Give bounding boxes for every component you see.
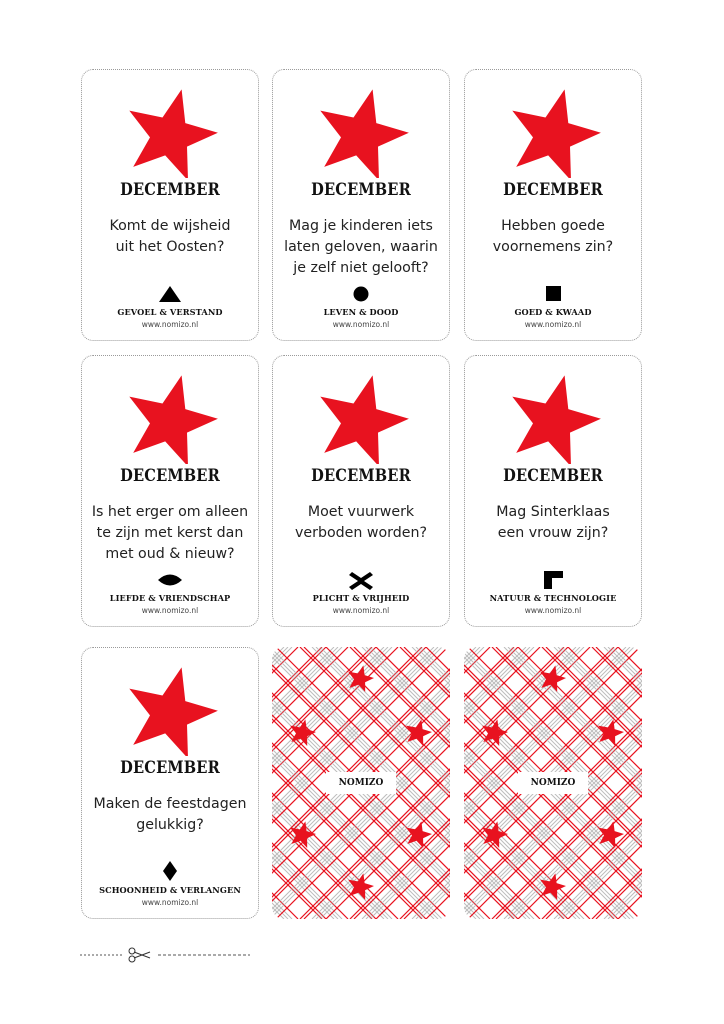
question-card-4	[81, 355, 259, 627]
question-line: Mag je kinderen iets	[289, 218, 433, 234]
card-month-title: DECEMBER	[311, 466, 411, 486]
brand-label: NOMIZO	[518, 772, 588, 794]
card-question	[90, 216, 250, 258]
question-line: Is het erger om alleen	[91, 504, 249, 520]
question-card-5	[272, 355, 450, 627]
card-url: www.nomizo.nl	[332, 606, 390, 615]
card-url: www.nomizo.nl	[141, 606, 199, 615]
card-category: LIEFDE & VRIENDSCHAP	[109, 593, 231, 603]
question-line: een vrouw zijn?	[497, 525, 609, 541]
card-category: SCHOONHEID & VERLANGEN	[99, 885, 241, 895]
question-card-6	[464, 355, 642, 627]
red-star-icon	[313, 372, 409, 464]
card-month-title: DECEMBER	[311, 180, 411, 200]
question-card-1	[81, 69, 259, 341]
question-line: je zelf niet gelooft?	[293, 260, 429, 276]
diamond-icon	[156, 860, 184, 882]
card-question	[90, 794, 250, 836]
question-line: uit het Oosten?	[115, 239, 225, 255]
scissors-icon	[129, 948, 150, 962]
circle-icon	[347, 282, 375, 304]
question-card-2	[272, 69, 450, 341]
card-question	[90, 502, 250, 565]
red-star-icon	[505, 86, 601, 178]
red-star-icon	[598, 719, 624, 746]
card-question	[281, 502, 441, 544]
card-back-1	[272, 647, 450, 919]
question-line: verboden worden?	[294, 525, 427, 541]
question-line: te zijn met kerst dan	[96, 525, 244, 541]
question-card-7	[81, 647, 259, 919]
cross-icon	[347, 568, 375, 590]
question-line: Mag Sinterklaas	[496, 504, 610, 520]
card-back-2	[464, 647, 642, 919]
question-line: Komt de wijsheid	[109, 218, 231, 234]
red-star-icon	[505, 372, 601, 464]
card-url: www.nomizo.nl	[141, 898, 199, 907]
brand-label: NOMIZO	[326, 772, 396, 794]
card-url: www.nomizo.nl	[332, 320, 390, 329]
red-star-icon	[122, 372, 218, 464]
card-url: www.nomizo.nl	[141, 320, 199, 329]
card-category: PLICHT & VRIJHEID	[312, 593, 410, 603]
triangle-icon	[156, 282, 184, 304]
question-line: Moet vuurwerk	[307, 504, 415, 520]
card-month-title: DECEMBER	[503, 466, 603, 486]
card-question	[473, 216, 633, 258]
l-shape-icon	[539, 568, 567, 590]
card-url: www.nomizo.nl	[524, 606, 582, 615]
question-line: Hebben goede	[501, 218, 605, 234]
card-month-title: DECEMBER	[120, 466, 220, 486]
scissors-cut-line	[80, 945, 250, 963]
question-card-3	[464, 69, 642, 341]
question-line: gelukkig?	[136, 817, 204, 833]
card-category: NATUUR & TECHNOLOGIE	[489, 593, 617, 603]
card-category: GEVOEL & VERSTAND	[117, 307, 223, 317]
square-icon	[539, 282, 567, 304]
question-line: met oud & nieuw?	[105, 546, 235, 562]
card-url: www.nomizo.nl	[524, 320, 582, 329]
red-star-icon	[122, 664, 218, 756]
red-star-icon	[313, 86, 409, 178]
card-category: GOED & KWAAD	[514, 307, 592, 317]
card-month-title: DECEMBER	[120, 758, 220, 778]
card-month-title: DECEMBER	[120, 180, 220, 200]
lens-icon	[156, 568, 184, 590]
card-month-title: DECEMBER	[503, 180, 603, 200]
card-question	[473, 502, 633, 544]
red-star-icon	[122, 86, 218, 178]
card-question	[281, 216, 441, 279]
question-line: voornemens zin?	[492, 239, 614, 255]
question-line: Maken de feestdagen	[93, 796, 247, 812]
card-category: LEVEN & DOOD	[323, 307, 399, 317]
red-star-icon	[406, 719, 432, 746]
question-line: laten geloven, waarin	[284, 239, 438, 255]
